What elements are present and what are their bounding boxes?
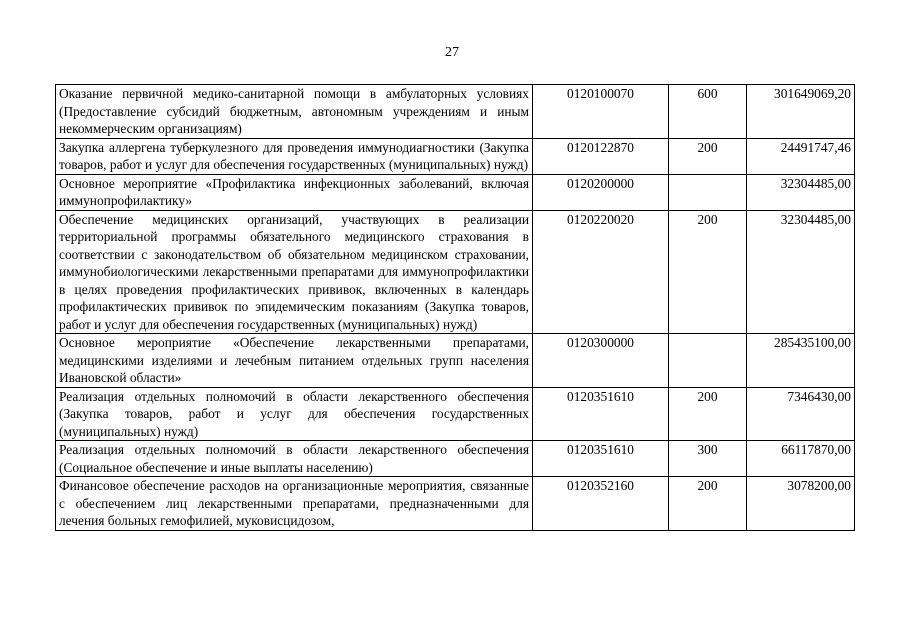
table-row xyxy=(56,334,855,388)
expense-type-cell xyxy=(669,334,747,388)
target-article-code-cell: 0120351610 xyxy=(533,387,669,441)
row-name-cell: Обеспечение медицинских организаций, участвующих в реализации территориальной программы обязательного медицинского страхования в соответствии с законодательством об обязательном медицинском страховании, иммунобиологическими лекарственными препаратами для иммунопрофилактики в целях проведения профилактических прививок, включенных в календарь профилактических прививок по эпидемическим показаниям (Закупка товаров, работ и услуг для обеспечения государственных (муниципальных) нужд) xyxy=(56,210,533,334)
target-article-code-cell: 0120100070 xyxy=(533,85,669,139)
target-article-code-cell: 0120200000 xyxy=(533,174,669,210)
table-row xyxy=(56,85,855,139)
expense-type-cell: 200 xyxy=(669,210,747,334)
target-article-code-cell: 0120352160 xyxy=(533,477,669,531)
table-row xyxy=(56,387,855,441)
amount-cell: 7346430,00 xyxy=(747,387,855,441)
table-row xyxy=(56,174,855,210)
target-article-code-cell: 0120220020 xyxy=(533,210,669,334)
target-article-code-cell: 0120122870 xyxy=(533,138,669,174)
expense-type-cell: 200 xyxy=(669,477,747,531)
row-name-cell: Финансовое обеспечение расходов на организационные мероприятия, связанные с обеспечением лиц лекарственными препаратами, предназначенными для лечения больных гемофилией, муковисцидозом, xyxy=(56,477,533,531)
page-number: 27 xyxy=(445,45,459,60)
expense-type-cell xyxy=(669,174,747,210)
target-article-code-cell: 0120351610 xyxy=(533,441,669,477)
expense-type-cell: 200 xyxy=(669,387,747,441)
row-name-cell: Реализация отдельных полномочий в области лекарственного обеспечения (Социальное обеспечение и иные выплаты населению) xyxy=(56,441,533,477)
row-name-cell: Основное мероприятие «Обеспечение лекарственными препаратами, медицинскими изделиями и лечебным питанием отдельных групп населения Ивановской области» xyxy=(56,334,533,388)
row-name-cell: Оказание первичной медико-санитарной помощи в амбулаторных условиях (Предоставление субсидий бюджетным, автономным учреждениям и иным некоммерческим организациям) xyxy=(56,85,533,139)
table-row xyxy=(56,210,855,334)
table-row xyxy=(56,441,855,477)
amount-cell: 66117870,00 xyxy=(747,441,855,477)
amount-cell: 301649069,20 xyxy=(747,85,855,139)
amount-cell: 285435100,00 xyxy=(747,334,855,388)
amount-cell: 32304485,00 xyxy=(747,210,855,334)
amount-cell: 32304485,00 xyxy=(747,174,855,210)
table-row xyxy=(56,477,855,531)
target-article-code-cell: 0120300000 xyxy=(533,334,669,388)
row-name-cell: Закупка аллергена туберкулезного для проведения иммунодиагностики (Закупка товаров, работ и услуг для обеспечения государственных (муниципальных) нужд) xyxy=(56,138,533,174)
expense-type-cell: 200 xyxy=(669,138,747,174)
budget-table xyxy=(55,84,855,531)
expense-type-cell: 600 xyxy=(669,85,747,139)
amount-cell: 24491747,46 xyxy=(747,138,855,174)
table-row xyxy=(56,138,855,174)
row-name-cell: Основное мероприятие «Профилактика инфекционных заболеваний, включая иммунопрофилактику» xyxy=(56,174,533,210)
expense-type-cell: 300 xyxy=(669,441,747,477)
row-name-cell: Реализация отдельных полномочий в области лекарственного обеспечения (Закупка товаров, работ и услуг для обеспечения государственных (муниципальных) нужд) xyxy=(56,387,533,441)
amount-cell: 3078200,00 xyxy=(747,477,855,531)
